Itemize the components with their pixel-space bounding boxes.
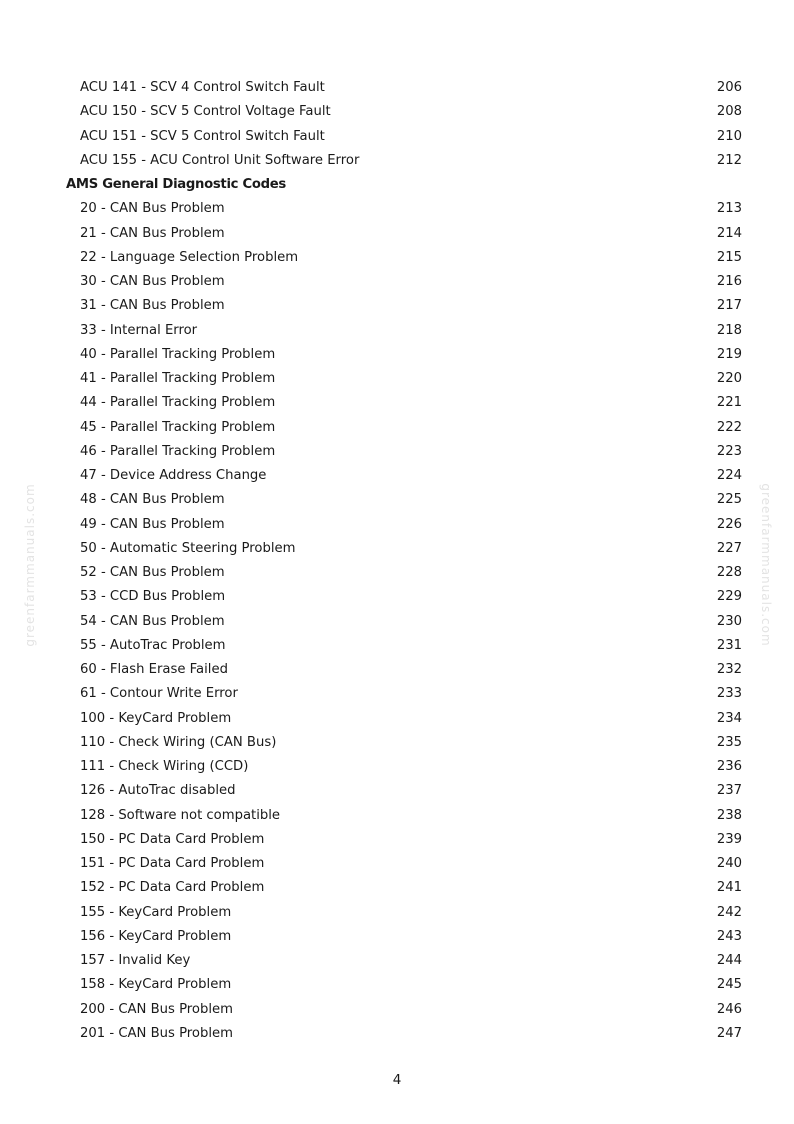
toc-entry[interactable] bbox=[0, 682, 794, 706]
toc-entry-page: 213 bbox=[716, 201, 742, 217]
toc-entry-page: 241 bbox=[716, 880, 742, 896]
toc-entry-title: 47 - Device Address Change bbox=[80, 468, 267, 483]
toc-entry-page: 234 bbox=[716, 710, 742, 726]
toc-entry[interactable] bbox=[0, 488, 794, 512]
watermark-right: greenfarmmanuals.com bbox=[759, 483, 773, 647]
toc-entry[interactable] bbox=[0, 100, 794, 124]
toc-entry[interactable] bbox=[0, 707, 794, 731]
toc-section-heading[interactable] bbox=[0, 173, 794, 197]
toc-entry-page: 232 bbox=[716, 662, 742, 677]
toc-entry-page: 225 bbox=[716, 492, 742, 508]
toc-entry-page: 242 bbox=[716, 904, 742, 920]
toc-entry-title: 128 - Software not compatible bbox=[80, 807, 281, 823]
toc-entry-title: 31 - CAN Bus Problem bbox=[80, 298, 225, 314]
toc-entry[interactable] bbox=[0, 149, 794, 173]
toc-entry-page: 215 bbox=[716, 249, 742, 265]
toc-entry-title: 150 - PC Data Card Problem bbox=[80, 831, 265, 847]
toc-entry[interactable] bbox=[0, 416, 794, 440]
toc-entry-page: 226 bbox=[716, 516, 742, 532]
toc-entry[interactable] bbox=[0, 270, 794, 294]
toc-entry[interactable] bbox=[0, 925, 794, 949]
toc-entry-page: 236 bbox=[716, 759, 742, 774]
toc-entry[interactable] bbox=[0, 731, 794, 755]
toc-entry-page: 228 bbox=[716, 565, 742, 580]
toc-entry-page: 208 bbox=[716, 104, 742, 120]
toc-entry-title: 151 - PC Data Card Problem bbox=[80, 856, 265, 871]
toc-entry-page: 237 bbox=[716, 783, 742, 799]
toc-entry[interactable] bbox=[0, 658, 794, 682]
toc-entry-title: ACU 155 - ACU Control Unit Software Error bbox=[80, 152, 360, 168]
toc-entry-page: 224 bbox=[716, 468, 742, 483]
toc-entry[interactable] bbox=[0, 973, 794, 997]
toc-entry-title: 48 - CAN Bus Problem bbox=[80, 492, 225, 508]
toc-entry[interactable] bbox=[0, 779, 794, 803]
toc-entry-title: ACU 150 - SCV 5 Control Voltage Fault bbox=[80, 104, 331, 120]
toc-entry-page: 235 bbox=[716, 734, 742, 750]
toc-entry-page: 240 bbox=[716, 856, 742, 871]
toc-entry-page: 212 bbox=[716, 152, 742, 168]
watermark-left: greenfarmmanuals.com bbox=[23, 483, 37, 647]
toc-entry-title: 157 - Invalid Key bbox=[80, 953, 191, 968]
toc-entry-page: 227 bbox=[716, 540, 742, 556]
toc-entry-title: 55 - AutoTrac Problem bbox=[80, 637, 226, 653]
toc-entry[interactable] bbox=[0, 852, 794, 876]
toc-entry-title: 50 - Automatic Steering Problem bbox=[80, 540, 296, 556]
toc-entry[interactable] bbox=[0, 610, 794, 634]
toc-entry-title: 46 - Parallel Tracking Problem bbox=[80, 443, 276, 459]
toc-entry-page: 206 bbox=[716, 80, 742, 95]
toc-entry-page: 239 bbox=[716, 831, 742, 847]
toc-entry[interactable] bbox=[0, 561, 794, 585]
toc-entry-title: 49 - CAN Bus Problem bbox=[80, 516, 225, 532]
toc-entry-page: 244 bbox=[716, 953, 742, 968]
toc-entry-page: 216 bbox=[716, 274, 742, 289]
toc-entry-title: 60 - Flash Erase Failed bbox=[80, 662, 228, 677]
toc-entry-title: 100 - KeyCard Problem bbox=[80, 710, 232, 726]
toc-entry-page: 245 bbox=[716, 977, 742, 993]
toc-entry-page: 220 bbox=[716, 371, 742, 386]
toc-entry[interactable] bbox=[0, 197, 794, 221]
toc-entry[interactable] bbox=[0, 828, 794, 852]
toc-entry-title: 200 - CAN Bus Problem bbox=[80, 1001, 233, 1017]
toc-entry[interactable] bbox=[0, 367, 794, 391]
toc-entry-title: 152 - PC Data Card Problem bbox=[80, 880, 265, 896]
toc-entry-title: 158 - KeyCard Problem bbox=[80, 977, 232, 993]
toc-entry[interactable] bbox=[0, 76, 794, 100]
toc-entry[interactable] bbox=[0, 222, 794, 246]
toc-entry[interactable] bbox=[0, 804, 794, 828]
toc-entry-page: 230 bbox=[716, 613, 742, 629]
toc-entry-title: 41 - Parallel Tracking Problem bbox=[80, 371, 276, 386]
toc-entry[interactable] bbox=[0, 513, 794, 537]
toc-entry-title: 201 - CAN Bus Problem bbox=[80, 1025, 233, 1041]
toc-entry[interactable] bbox=[0, 876, 794, 900]
toc-entry-page: 210 bbox=[716, 128, 742, 144]
toc-entry-title: ACU 151 - SCV 5 Control Switch Fault bbox=[80, 128, 325, 144]
toc-entry-page: 223 bbox=[716, 443, 742, 459]
toc-entry-page: 222 bbox=[716, 419, 742, 435]
toc-entry-page: 219 bbox=[716, 346, 742, 362]
toc-entry-page: 238 bbox=[716, 807, 742, 823]
toc-entry-title: 22 - Language Selection Problem bbox=[80, 249, 299, 265]
toc-entry-title: 155 - KeyCard Problem bbox=[80, 904, 232, 920]
toc-entry-title: 52 - CAN Bus Problem bbox=[80, 565, 225, 580]
toc-section-title: AMS General Diagnostic Codes bbox=[66, 177, 286, 192]
toc-entry-title: 33 - Internal Error bbox=[80, 322, 198, 338]
toc-entry-page: 246 bbox=[716, 1001, 742, 1017]
toc-entry[interactable] bbox=[0, 755, 794, 779]
toc-entry[interactable] bbox=[0, 343, 794, 367]
toc-entry-title: 54 - CAN Bus Problem bbox=[80, 613, 225, 629]
toc-entry-page: 221 bbox=[716, 395, 742, 411]
toc-entry-page: 218 bbox=[716, 322, 742, 338]
toc-entry-title: 61 - Contour Write Error bbox=[80, 686, 238, 702]
toc-entry[interactable] bbox=[0, 319, 794, 343]
toc-entry-page: 217 bbox=[716, 298, 742, 314]
toc-entry-title: 126 - AutoTrac disabled bbox=[80, 783, 236, 799]
toc-entry[interactable] bbox=[0, 634, 794, 658]
toc-entry[interactable] bbox=[0, 585, 794, 609]
toc-entry-title: 156 - KeyCard Problem bbox=[80, 928, 232, 944]
toc-entry-page: 243 bbox=[716, 928, 742, 944]
toc-entry-title: 40 - Parallel Tracking Problem bbox=[80, 346, 276, 362]
toc-entry-page: 214 bbox=[716, 225, 742, 241]
toc-entry-page: 233 bbox=[716, 686, 742, 702]
toc-entry-title: 21 - CAN Bus Problem bbox=[80, 225, 225, 241]
toc-entry-title: ACU 141 - SCV 4 Control Switch Fault bbox=[80, 80, 325, 95]
toc-entry-title: 53 - CCD Bus Problem bbox=[80, 589, 226, 605]
toc-entry[interactable] bbox=[0, 294, 794, 318]
toc-entry-title: 30 - CAN Bus Problem bbox=[80, 274, 225, 289]
toc-entry[interactable] bbox=[0, 998, 794, 1022]
toc-entry-page: 231 bbox=[716, 637, 742, 653]
toc-entry-page: 229 bbox=[716, 589, 742, 605]
table-of-contents bbox=[0, 76, 794, 1046]
toc-entry[interactable] bbox=[0, 1022, 794, 1046]
toc-entry[interactable] bbox=[0, 901, 794, 925]
toc-entry[interactable] bbox=[0, 464, 794, 488]
toc-entry-title: 20 - CAN Bus Problem bbox=[80, 201, 225, 217]
toc-entry-title: 110 - Check Wiring (CAN Bus) bbox=[80, 734, 277, 750]
toc-entry-page: 247 bbox=[716, 1025, 742, 1041]
toc-entry[interactable] bbox=[0, 537, 794, 561]
toc-entry-title: 44 - Parallel Tracking Problem bbox=[80, 395, 276, 411]
toc-entry[interactable] bbox=[0, 949, 794, 973]
toc-entry[interactable] bbox=[0, 125, 794, 149]
toc-entry-title: 45 - Parallel Tracking Problem bbox=[80, 419, 276, 435]
toc-entry[interactable] bbox=[0, 391, 794, 415]
toc-entry-title: 111 - Check Wiring (CCD) bbox=[80, 759, 249, 774]
toc-entry[interactable] bbox=[0, 246, 794, 270]
page-number: 4 bbox=[392, 1072, 402, 1088]
toc-entry[interactable] bbox=[0, 440, 794, 464]
